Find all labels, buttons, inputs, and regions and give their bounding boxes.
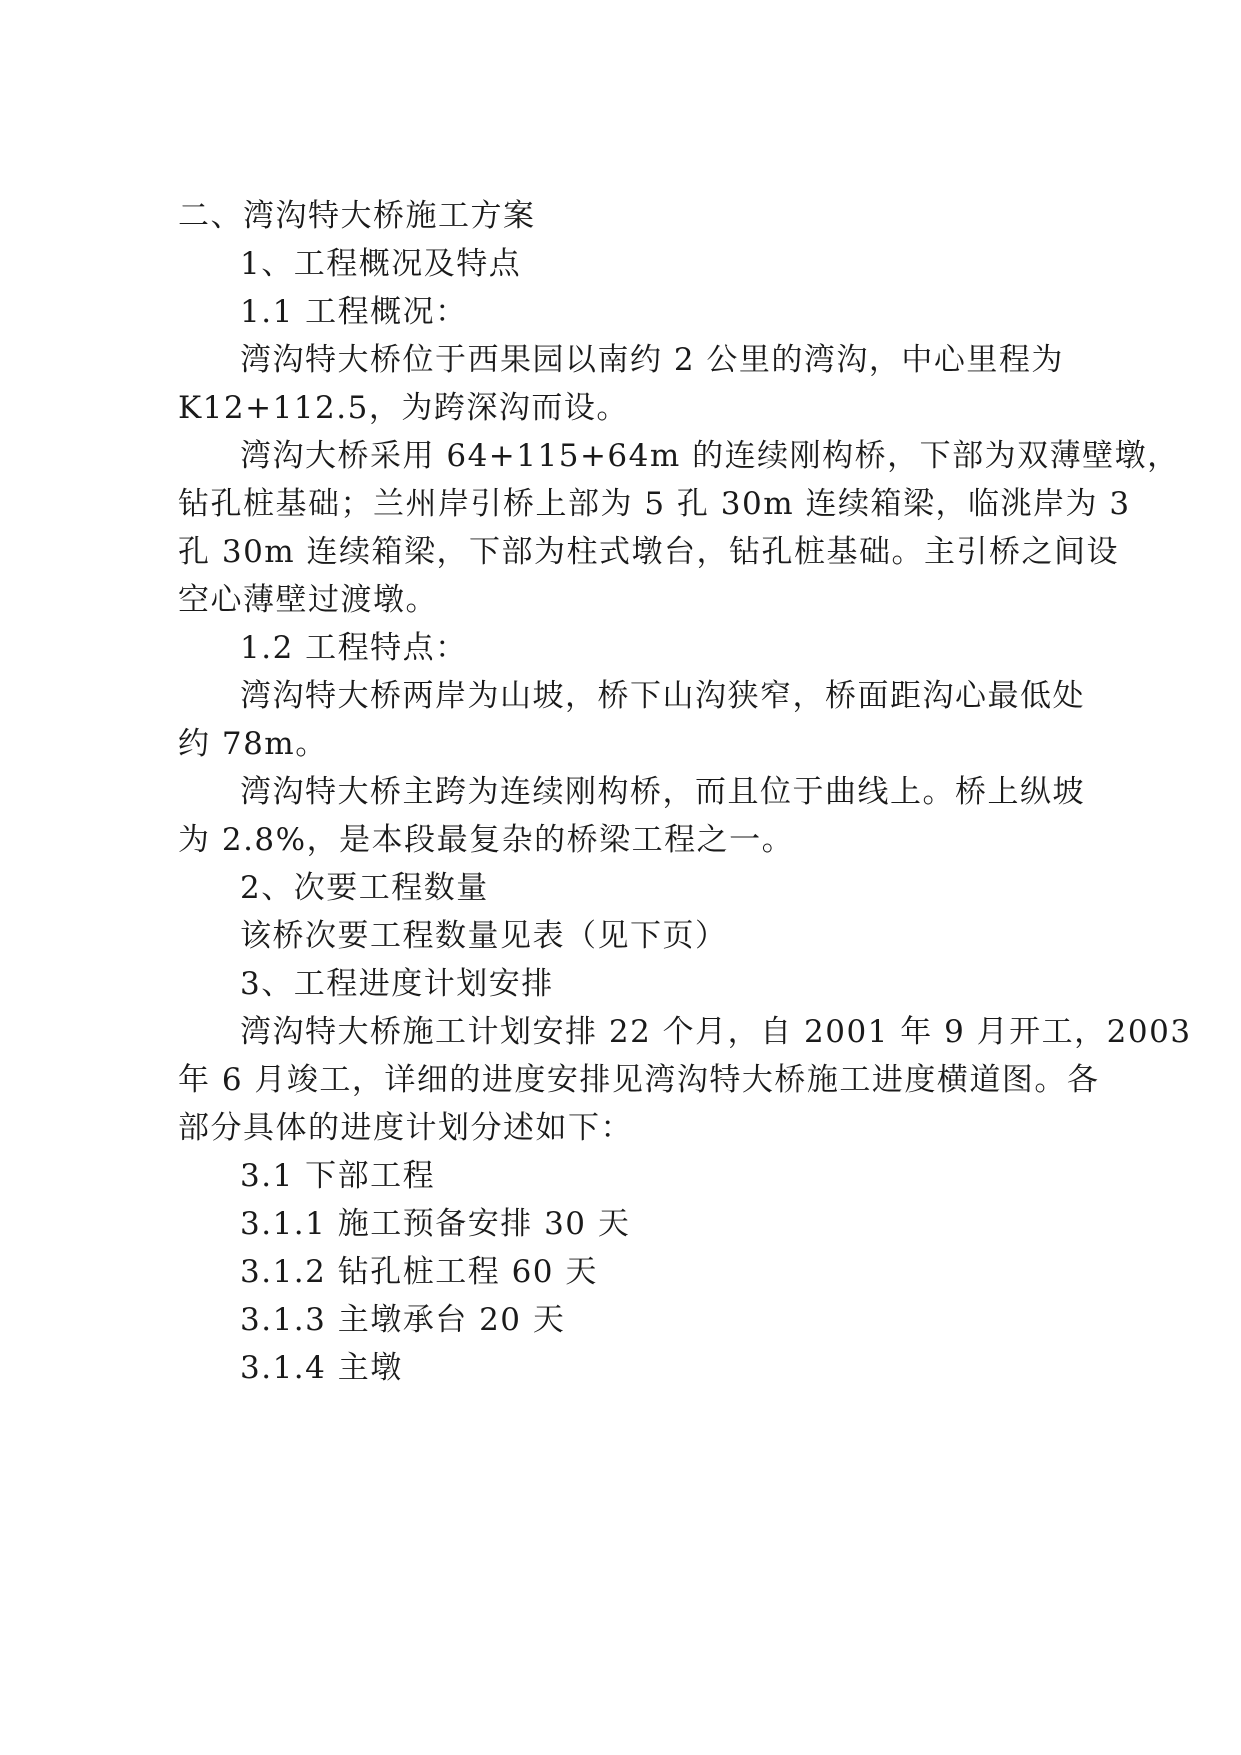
paragraph-line: 为 2.8%，是本段最复杂的桥梁工程之一。 — [178, 822, 795, 858]
list-item: 3.1.4 主墩 — [240, 1350, 403, 1386]
paragraph-line: 湾沟特大桥位于西果园以南约 2 公里的湾沟，中心里程为 — [240, 342, 1064, 378]
subsection-heading: 1.1 工程概况： — [240, 294, 468, 330]
paragraph-line: 湾沟特大桥主跨为连续刚构桥，而且位于曲线上。桥上纵坡 — [240, 774, 1085, 810]
list-item: 3.1.2 钻孔桩工程 60 天 — [240, 1254, 598, 1290]
section-heading: 二、湾沟特大桥施工方案 — [178, 198, 536, 234]
paragraph-line: 钻孔桩基础；兰州岸引桥上部为 5 孔 30m 连续箱梁，临洮岸为 3 — [178, 486, 1131, 522]
list-item: 3.1.3 主墩承台 20 天 — [240, 1302, 566, 1338]
paragraph-line: 湾沟大桥采用 64+115+64m 的连续刚构桥，下部为双薄壁墩， — [240, 438, 1180, 474]
subsection-heading: 3、工程进度计划安排 — [240, 966, 554, 1002]
paragraph-line: 空心薄壁过渡墩。 — [178, 582, 438, 618]
paragraph-line: K12+112.5，为跨深沟而设。 — [178, 390, 629, 426]
list-item: 3.1.1 施工预备安排 30 天 — [240, 1206, 631, 1242]
subsection-heading: 1.2 工程特点： — [240, 630, 468, 666]
subsection-heading: 3.1 下部工程 — [240, 1158, 436, 1194]
paragraph-line: 约 78m。 — [178, 726, 328, 762]
paragraph-line: 该桥次要工程数量见表（见下页） — [240, 918, 728, 954]
paragraph-line: 孔 30m 连续箱梁，下部为柱式墩台，钻孔桩基础。主引桥之间设 — [178, 534, 1120, 570]
paragraph-line: 部分具体的进度计划分述如下： — [178, 1110, 633, 1146]
subsection-heading: 1、工程概况及特点 — [240, 246, 522, 282]
paragraph-line: 湾沟特大桥两岸为山坡，桥下山沟狭窄，桥面距沟心最低处 — [240, 678, 1085, 714]
subsection-heading: 2、次要工程数量 — [240, 870, 489, 906]
paragraph-line: 湾沟特大桥施工计划安排 22 个月，自 2001 年 9 月开工，2003 — [240, 1014, 1192, 1050]
paragraph-line: 年 6 月竣工，详细的进度安排见湾沟特大桥施工进度横道图。各 — [178, 1062, 1100, 1098]
